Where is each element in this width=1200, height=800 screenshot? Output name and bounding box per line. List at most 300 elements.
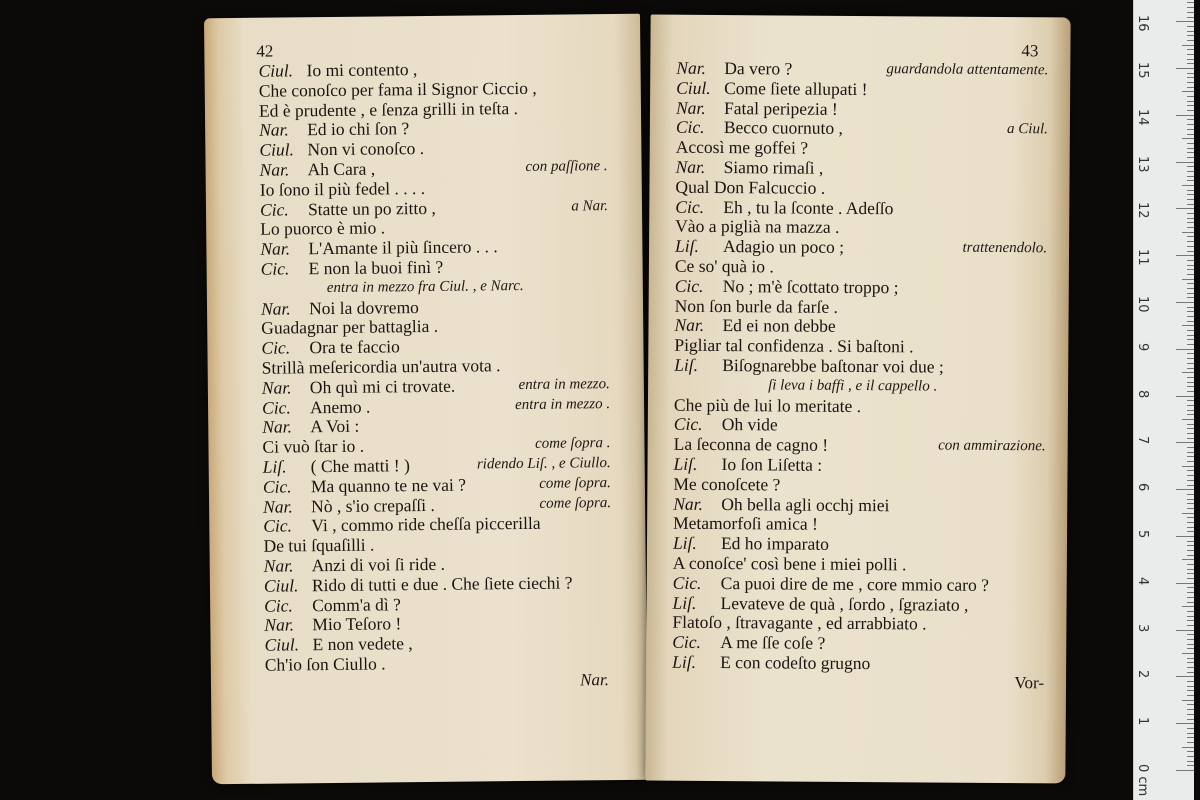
ruler-tick xyxy=(1187,339,1194,340)
ruler-tick xyxy=(1176,208,1194,209)
ruler-tick xyxy=(1187,251,1194,252)
ruler-label: 9 xyxy=(1135,342,1150,352)
verse-text: Ed ei non debbe xyxy=(722,315,836,337)
speaker-name: Nar. xyxy=(259,159,290,180)
catchword: Vor- xyxy=(1014,673,1045,693)
speaker-name: Ciul. xyxy=(676,77,711,98)
ruler-tick xyxy=(1187,639,1194,640)
ruler-tick xyxy=(1187,7,1194,8)
ruler-tick xyxy=(1187,531,1194,532)
ruler-tick xyxy=(1187,59,1194,60)
verse-text: Ed ho imparato xyxy=(720,533,829,554)
ruler-tick xyxy=(1187,480,1194,481)
ruler-tick xyxy=(1187,227,1194,228)
ruler-tick xyxy=(1182,232,1194,233)
ruler-tick xyxy=(1187,129,1194,130)
ruler-tick xyxy=(1187,400,1194,401)
ruler-tick xyxy=(1187,508,1194,509)
ruler-tick xyxy=(1187,756,1194,757)
verse-text: Mio Teſoro ! xyxy=(312,613,402,635)
ruler-tick xyxy=(1187,12,1194,13)
ruler-tick xyxy=(1187,475,1194,476)
verse-text: Ah Cara , xyxy=(307,158,376,180)
ruler-tick xyxy=(1187,522,1194,523)
ruler-tick xyxy=(1187,194,1194,195)
ruler-label: 13 xyxy=(1135,155,1150,173)
verse-text: Non vi conoſco . xyxy=(307,138,425,160)
verse-text: Eh , tu la ſconte . Adeſſo xyxy=(723,196,894,218)
stage-direction: a Nar. xyxy=(571,197,609,215)
ruler-tick xyxy=(1187,658,1194,659)
left-page xyxy=(204,14,648,785)
ruler-tick xyxy=(1187,634,1194,635)
ruler-tick xyxy=(1187,269,1194,270)
verse-text: Comm'a dì ? xyxy=(312,593,401,615)
stage-direction: ſi leva i baffi , e il cappello . xyxy=(768,377,938,395)
ruler-tick xyxy=(1187,737,1194,738)
ruler-tick xyxy=(1187,49,1194,50)
ruler-tick xyxy=(1187,152,1194,153)
ruler-tick xyxy=(1187,517,1194,518)
ruler-tick xyxy=(1187,246,1194,247)
verse-text: Siamo rimaſi , xyxy=(723,157,824,178)
verse-text: Me conoſcete ? xyxy=(673,473,781,495)
ruler-tick xyxy=(1187,410,1194,411)
ruler-tick xyxy=(1187,555,1194,556)
verse-text: Io ſono il più fedel . . . . xyxy=(259,177,426,200)
ruler-tick xyxy=(1187,569,1194,570)
ruler-tick xyxy=(1187,358,1194,359)
ruler-tick xyxy=(1187,222,1194,223)
ruler-tick xyxy=(1187,190,1194,191)
ruler-tick xyxy=(1182,45,1194,46)
ruler-tick xyxy=(1187,265,1194,266)
verse-text: Nò , s'io crepaſſi . xyxy=(311,494,435,516)
ruler-tick xyxy=(1187,695,1194,696)
ruler-tick xyxy=(1187,73,1194,74)
ruler-label: 16 xyxy=(1135,15,1150,32)
ruler-tick xyxy=(1187,625,1194,626)
ruler-tick xyxy=(1187,307,1194,308)
ruler-tick xyxy=(1176,396,1194,397)
ruler-tick xyxy=(1176,115,1194,116)
ruler-tick xyxy=(1187,662,1194,663)
speaker-name: Cic. xyxy=(262,476,292,497)
verse-text: E non la buoi finì ? xyxy=(308,256,444,279)
ruler-tick xyxy=(1187,54,1194,55)
ruler-tick xyxy=(1187,316,1194,317)
verse-text: Che più de lui lo meritate . xyxy=(673,394,862,416)
speaker-name: Nar. xyxy=(261,377,292,398)
ruler-tick xyxy=(1187,96,1194,97)
verse-text: Qual Don Falcuccio . xyxy=(675,176,826,198)
ruler-tick xyxy=(1187,110,1194,111)
ruler-tick xyxy=(1182,419,1194,420)
ruler-tick xyxy=(1187,494,1194,495)
ruler-tick xyxy=(1187,709,1194,710)
verse-text: Ed io chi ſon ? xyxy=(307,118,410,140)
ruler-tick xyxy=(1182,700,1194,701)
ruler-tick xyxy=(1187,82,1194,83)
ruler-tick xyxy=(1187,648,1194,649)
verse-text: E con codeſto grugno xyxy=(720,652,871,674)
ruler-tick xyxy=(1187,283,1194,284)
ruler-tick xyxy=(1187,377,1194,378)
stage-direction: guardandola attentamente. xyxy=(886,61,1049,79)
speaker-name: Cic. xyxy=(259,199,289,220)
verse-text: Lo puorco è mio . xyxy=(260,217,386,240)
ruler-label: 11 xyxy=(1135,249,1150,266)
ruler-tick xyxy=(1187,424,1194,425)
speaker-name: Nar. xyxy=(263,555,294,576)
ruler-tick xyxy=(1182,653,1194,654)
ruler-tick xyxy=(1176,68,1194,69)
verse-text: Anemo . xyxy=(309,396,371,417)
ruler-tick xyxy=(1187,17,1194,18)
ruler-tick xyxy=(1187,578,1194,579)
verse-text: Ed è prudente , e ſenza grilli in teſta . xyxy=(258,97,519,121)
verse-text: Metamorfoſi amica ! xyxy=(673,513,819,535)
text-line xyxy=(646,651,1066,676)
ruler-tick xyxy=(1187,592,1194,593)
ruler-tick xyxy=(1187,176,1194,177)
ruler-tick xyxy=(1187,414,1194,415)
verse-text: Guadagnar per battaglia . xyxy=(261,316,439,339)
verse-text: Non ſon burle da farſe . xyxy=(674,295,838,317)
ruler-tick xyxy=(1187,461,1194,462)
ruler-tick xyxy=(1182,279,1194,280)
page-number: 43 xyxy=(1021,41,1039,61)
ruler-tick xyxy=(1187,452,1194,453)
ruler-tick xyxy=(1187,550,1194,551)
open-book xyxy=(208,16,1068,782)
speaker-name: Cic. xyxy=(672,631,702,653)
verse-text: Oh bella agli occhj miei xyxy=(721,493,890,515)
speaker-name: Liſ. xyxy=(672,592,697,613)
ruler-tick xyxy=(1187,503,1194,504)
speaker-name: Cic. xyxy=(673,414,703,435)
speaker-name: Nar. xyxy=(260,238,291,259)
verse-text: Strillà meſericordia un'autra vota . xyxy=(261,355,501,378)
ruler-tick xyxy=(1187,573,1194,574)
speaker-name: Nar. xyxy=(260,298,291,319)
ruler-tick xyxy=(1187,447,1194,448)
ruler-tick xyxy=(1187,119,1194,120)
ruler-tick xyxy=(1187,2,1194,3)
verse-text: A conoſce' così bene i miei polli . xyxy=(672,552,907,575)
ruler-tick xyxy=(1187,124,1194,125)
ruler-tick xyxy=(1176,302,1194,303)
stage-direction: come ſopra. xyxy=(539,494,612,512)
ruler-tick xyxy=(1187,611,1194,612)
ruler-tick xyxy=(1182,185,1194,186)
ruler-tick xyxy=(1187,344,1194,345)
ruler-tick xyxy=(1176,442,1194,443)
verse-text: La ſeconna de cagno ! xyxy=(673,433,829,455)
speaker-name: Liſ. xyxy=(262,456,287,477)
ruler-label: 15 xyxy=(1135,62,1150,79)
verse-text: No ; m'è ſcottato troppo ; xyxy=(722,275,899,298)
verse-text: De tui ſquaſilli . xyxy=(263,534,375,556)
ruler-tick xyxy=(1176,630,1194,631)
verse-text: Becco cuornuto , xyxy=(723,117,844,139)
ruler-tick xyxy=(1187,297,1194,298)
ruler-tick xyxy=(1187,157,1194,158)
ruler-tick xyxy=(1176,536,1194,537)
verse-text: Noi la dovremo xyxy=(308,296,419,318)
right-page xyxy=(645,15,1070,784)
verse-text: Fatal peripezia ! xyxy=(723,97,838,119)
ruler-tick xyxy=(1187,260,1194,261)
verse-text: E non vedete , xyxy=(312,633,413,655)
ruler-tick xyxy=(1187,681,1194,682)
ruler-tick xyxy=(1182,138,1194,139)
verse-text: Ci vuò ſtar io . xyxy=(262,435,365,457)
ruler-tick xyxy=(1176,489,1194,490)
ruler-tick xyxy=(1187,728,1194,729)
ruler-tick xyxy=(1187,213,1194,214)
speaker-name: Liſ. xyxy=(674,354,699,375)
ruler-tick xyxy=(1187,180,1194,181)
verse-text: Da vero ? xyxy=(724,58,793,79)
ruler-tick xyxy=(1176,349,1194,350)
ruler-label: 12 xyxy=(1135,202,1150,219)
ruler-tick xyxy=(1187,405,1194,406)
ruler-tick xyxy=(1187,368,1194,369)
ruler-tick xyxy=(1187,40,1194,41)
measuring-ruler xyxy=(1133,0,1194,800)
ruler-tick xyxy=(1187,456,1194,457)
speaker-name: Cic. xyxy=(675,117,705,138)
verse-text: Statte un po zitto , xyxy=(307,197,436,219)
ruler-tick xyxy=(1182,559,1194,560)
ruler-tick xyxy=(1187,171,1194,172)
ruler-tick xyxy=(1187,564,1194,565)
ruler-tick xyxy=(1182,325,1194,326)
speaker-name: Nar. xyxy=(259,119,289,141)
speaker-name: Nar. xyxy=(675,156,706,177)
speaker-name: Ciul. xyxy=(263,575,299,596)
ruler-tick xyxy=(1182,466,1194,467)
speaker-name: Cic. xyxy=(672,572,702,593)
ruler-tick xyxy=(1182,747,1194,748)
ruler-tick xyxy=(1187,620,1194,621)
ruler-tick xyxy=(1187,204,1194,205)
speaker-name: Ciul. xyxy=(258,60,294,81)
ruler-label: 2 xyxy=(1135,670,1150,679)
stage-direction: con paſſione . xyxy=(525,158,608,175)
verse-text: Ma quanno te ne vai ? xyxy=(310,474,467,497)
ruler-tick xyxy=(1187,105,1194,106)
verse-text: Levateve de quà , ſordo , ſgraziato , xyxy=(720,592,969,615)
ruler-label: 5 xyxy=(1135,530,1150,539)
speaker-name: Liſ. xyxy=(672,651,697,672)
speaker-name: Cic. xyxy=(261,397,291,418)
ruler-tick xyxy=(1187,765,1194,766)
ruler-tick xyxy=(1182,513,1194,514)
stage-direction: entra in mezzo fra Ciul. , e Narc. xyxy=(326,277,524,296)
ruler-label: 8 xyxy=(1135,389,1150,398)
ruler-tick xyxy=(1187,386,1194,387)
verse-text: Biſognarebbe baſtonar voi due ; xyxy=(722,355,944,377)
ruler-tick xyxy=(1187,101,1194,102)
ruler-tick xyxy=(1176,676,1194,677)
ruler-label: 10 xyxy=(1135,296,1150,313)
speaker-name: Cic. xyxy=(675,196,705,217)
verse-text: Ch'io ſon Ciullo . xyxy=(264,653,386,675)
ruler-tick xyxy=(1187,704,1194,705)
ruler-tick xyxy=(1187,148,1194,149)
verse-text: Flatoſo , ſtravagante , ed arrabbiato . xyxy=(672,612,927,634)
stage-direction: entra in mezzo. xyxy=(518,375,610,393)
ruler-tick xyxy=(1176,162,1194,163)
ruler-tick xyxy=(1187,63,1194,64)
verse-text: Pigliar tal confidenza . Si baſtoni . xyxy=(674,334,914,357)
ruler-tick xyxy=(1187,77,1194,78)
ruler-tick xyxy=(1187,751,1194,752)
speaker-name: Liſ. xyxy=(673,453,698,474)
ruler-tick xyxy=(1187,686,1194,687)
ruler-tick xyxy=(1176,723,1194,724)
verse-text: A me ſſe coſe ? xyxy=(720,632,826,653)
ruler-tick xyxy=(1187,87,1194,88)
speaker-name: Nar. xyxy=(263,495,293,517)
ruler-tick xyxy=(1187,719,1194,720)
ruler-label: 4 xyxy=(1135,576,1150,586)
ruler-tick xyxy=(1187,166,1194,167)
ruler-tick xyxy=(1187,733,1194,734)
speaker-name: Nar. xyxy=(676,57,707,78)
speaker-name: Liſ. xyxy=(674,235,699,257)
ruler-tick xyxy=(1182,606,1194,607)
ruler-tick xyxy=(1176,255,1194,256)
ruler-tick xyxy=(1187,527,1194,528)
ruler-tick xyxy=(1187,274,1194,275)
verse-text: L'Amante il più ſincero . . . xyxy=(308,236,498,259)
verse-text: Rido di tutti e due . Che ſiete ciechi ? xyxy=(311,572,573,596)
ruler-tick xyxy=(1187,485,1194,486)
speaker-name: Nar. xyxy=(673,493,704,514)
verse-text: Che conoſco per fama il Signor Ciccio , xyxy=(258,77,537,101)
stage-direction: trattenendolo. xyxy=(962,239,1048,257)
ruler-label: 3 xyxy=(1135,623,1150,632)
ruler-tick xyxy=(1182,91,1194,92)
ruler-label: 14 xyxy=(1135,108,1150,126)
ruler-tick xyxy=(1187,335,1194,336)
ruler-tick xyxy=(1187,218,1194,219)
ruler-tick xyxy=(1187,438,1194,439)
verse-text: Io ſon Liſetta : xyxy=(721,454,823,475)
stage-direction: come ſopra . xyxy=(534,435,611,453)
ruler-tick xyxy=(1187,31,1194,32)
verse-text: Accosì me goffei ? xyxy=(675,136,809,158)
stage-direction: ridendo Liſ. , e Ciullo. xyxy=(476,455,611,473)
ruler-tick xyxy=(1187,143,1194,144)
speaker-name: Cic. xyxy=(263,515,293,537)
verse-text: Oh quì mi ci trovate. xyxy=(309,375,456,398)
ruler-tick xyxy=(1187,433,1194,434)
ruler-tick xyxy=(1176,21,1194,22)
stage-direction: a Ciul. xyxy=(1006,121,1048,138)
ruler-tick xyxy=(1182,372,1194,373)
ruler-tick xyxy=(1187,545,1194,546)
ruler-tick xyxy=(1187,602,1194,603)
speaker-name: Cic. xyxy=(264,595,293,616)
verse-text: A Voi : xyxy=(310,416,360,437)
verse-text: Vi , commo ride cheſſa piccerilla xyxy=(311,513,541,536)
verse-text: Oh vide xyxy=(721,414,778,435)
page-number: 42 xyxy=(256,41,274,61)
ruler-tick xyxy=(1187,199,1194,200)
ruler-tick xyxy=(1187,742,1194,743)
ruler-tick xyxy=(1187,391,1194,392)
verse-text: Adagio un poco ; xyxy=(722,236,845,258)
ruler-tick xyxy=(1187,499,1194,500)
ruler-tick xyxy=(1187,293,1194,294)
ruler-tick xyxy=(1176,770,1194,771)
speaker-name: Nar. xyxy=(674,315,705,336)
ruler-tick xyxy=(1187,470,1194,471)
ruler-tick xyxy=(1187,616,1194,617)
ruler-tick xyxy=(1187,311,1194,312)
ruler-tick xyxy=(1187,330,1194,331)
speaker-name: Nar. xyxy=(264,614,295,636)
ruler-tick xyxy=(1187,35,1194,36)
ruler-tick xyxy=(1187,597,1194,598)
verse-text: Ce so' quà io . xyxy=(674,255,774,277)
verse-text: Vào a piglià na mazza . xyxy=(675,216,840,238)
ruler-tick xyxy=(1187,761,1194,762)
verse-text: Io mi contento , xyxy=(306,59,418,81)
speaker-name: Ciul. xyxy=(264,634,300,655)
speaker-name: Cic. xyxy=(674,275,704,296)
stage-direction: entra in mezzo . xyxy=(514,395,611,413)
ruler-tick xyxy=(1187,363,1194,364)
ruler-tick xyxy=(1187,672,1194,673)
speaker-name: Nar. xyxy=(262,416,293,438)
ruler-tick xyxy=(1187,353,1194,354)
ruler-tick xyxy=(1187,288,1194,289)
ruler-tick xyxy=(1187,541,1194,542)
ruler-tick xyxy=(1176,583,1194,584)
speaker-name: Liſ. xyxy=(672,532,697,554)
verse-text: Anzi di voi ſi ride . xyxy=(311,553,446,576)
verse-text: ( Che matti ! ) xyxy=(310,455,410,477)
ruler-tick xyxy=(1187,134,1194,135)
speaker-name: Cic. xyxy=(261,337,291,358)
ruler-label: 1 xyxy=(1135,717,1150,726)
ruler-tick xyxy=(1187,644,1194,645)
ruler-tick xyxy=(1187,236,1194,237)
verse-text: Ora te faccio xyxy=(309,336,400,358)
verse-text: Come ſiete allupati ! xyxy=(724,77,868,99)
ruler-label: 6 xyxy=(1135,483,1150,492)
stage-direction: con ammirazione. xyxy=(938,437,1046,455)
ruler-tick xyxy=(1187,382,1194,383)
ruler-tick xyxy=(1187,321,1194,322)
speaker-name: Ciul. xyxy=(259,139,295,160)
speaker-name: Nar. xyxy=(675,97,706,118)
ruler-tick xyxy=(1187,241,1194,242)
verse-text: Ca puoi dire de me , core mmio caro ? xyxy=(720,572,990,595)
ruler-tick xyxy=(1187,690,1194,691)
stage-direction: come ſopra. xyxy=(539,474,611,492)
ruler-label: 0 cm xyxy=(1135,764,1150,797)
ruler-label: 7 xyxy=(1135,436,1150,445)
ruler-tick xyxy=(1187,667,1194,668)
ruler-tick xyxy=(1187,714,1194,715)
ruler-tick xyxy=(1187,26,1194,27)
